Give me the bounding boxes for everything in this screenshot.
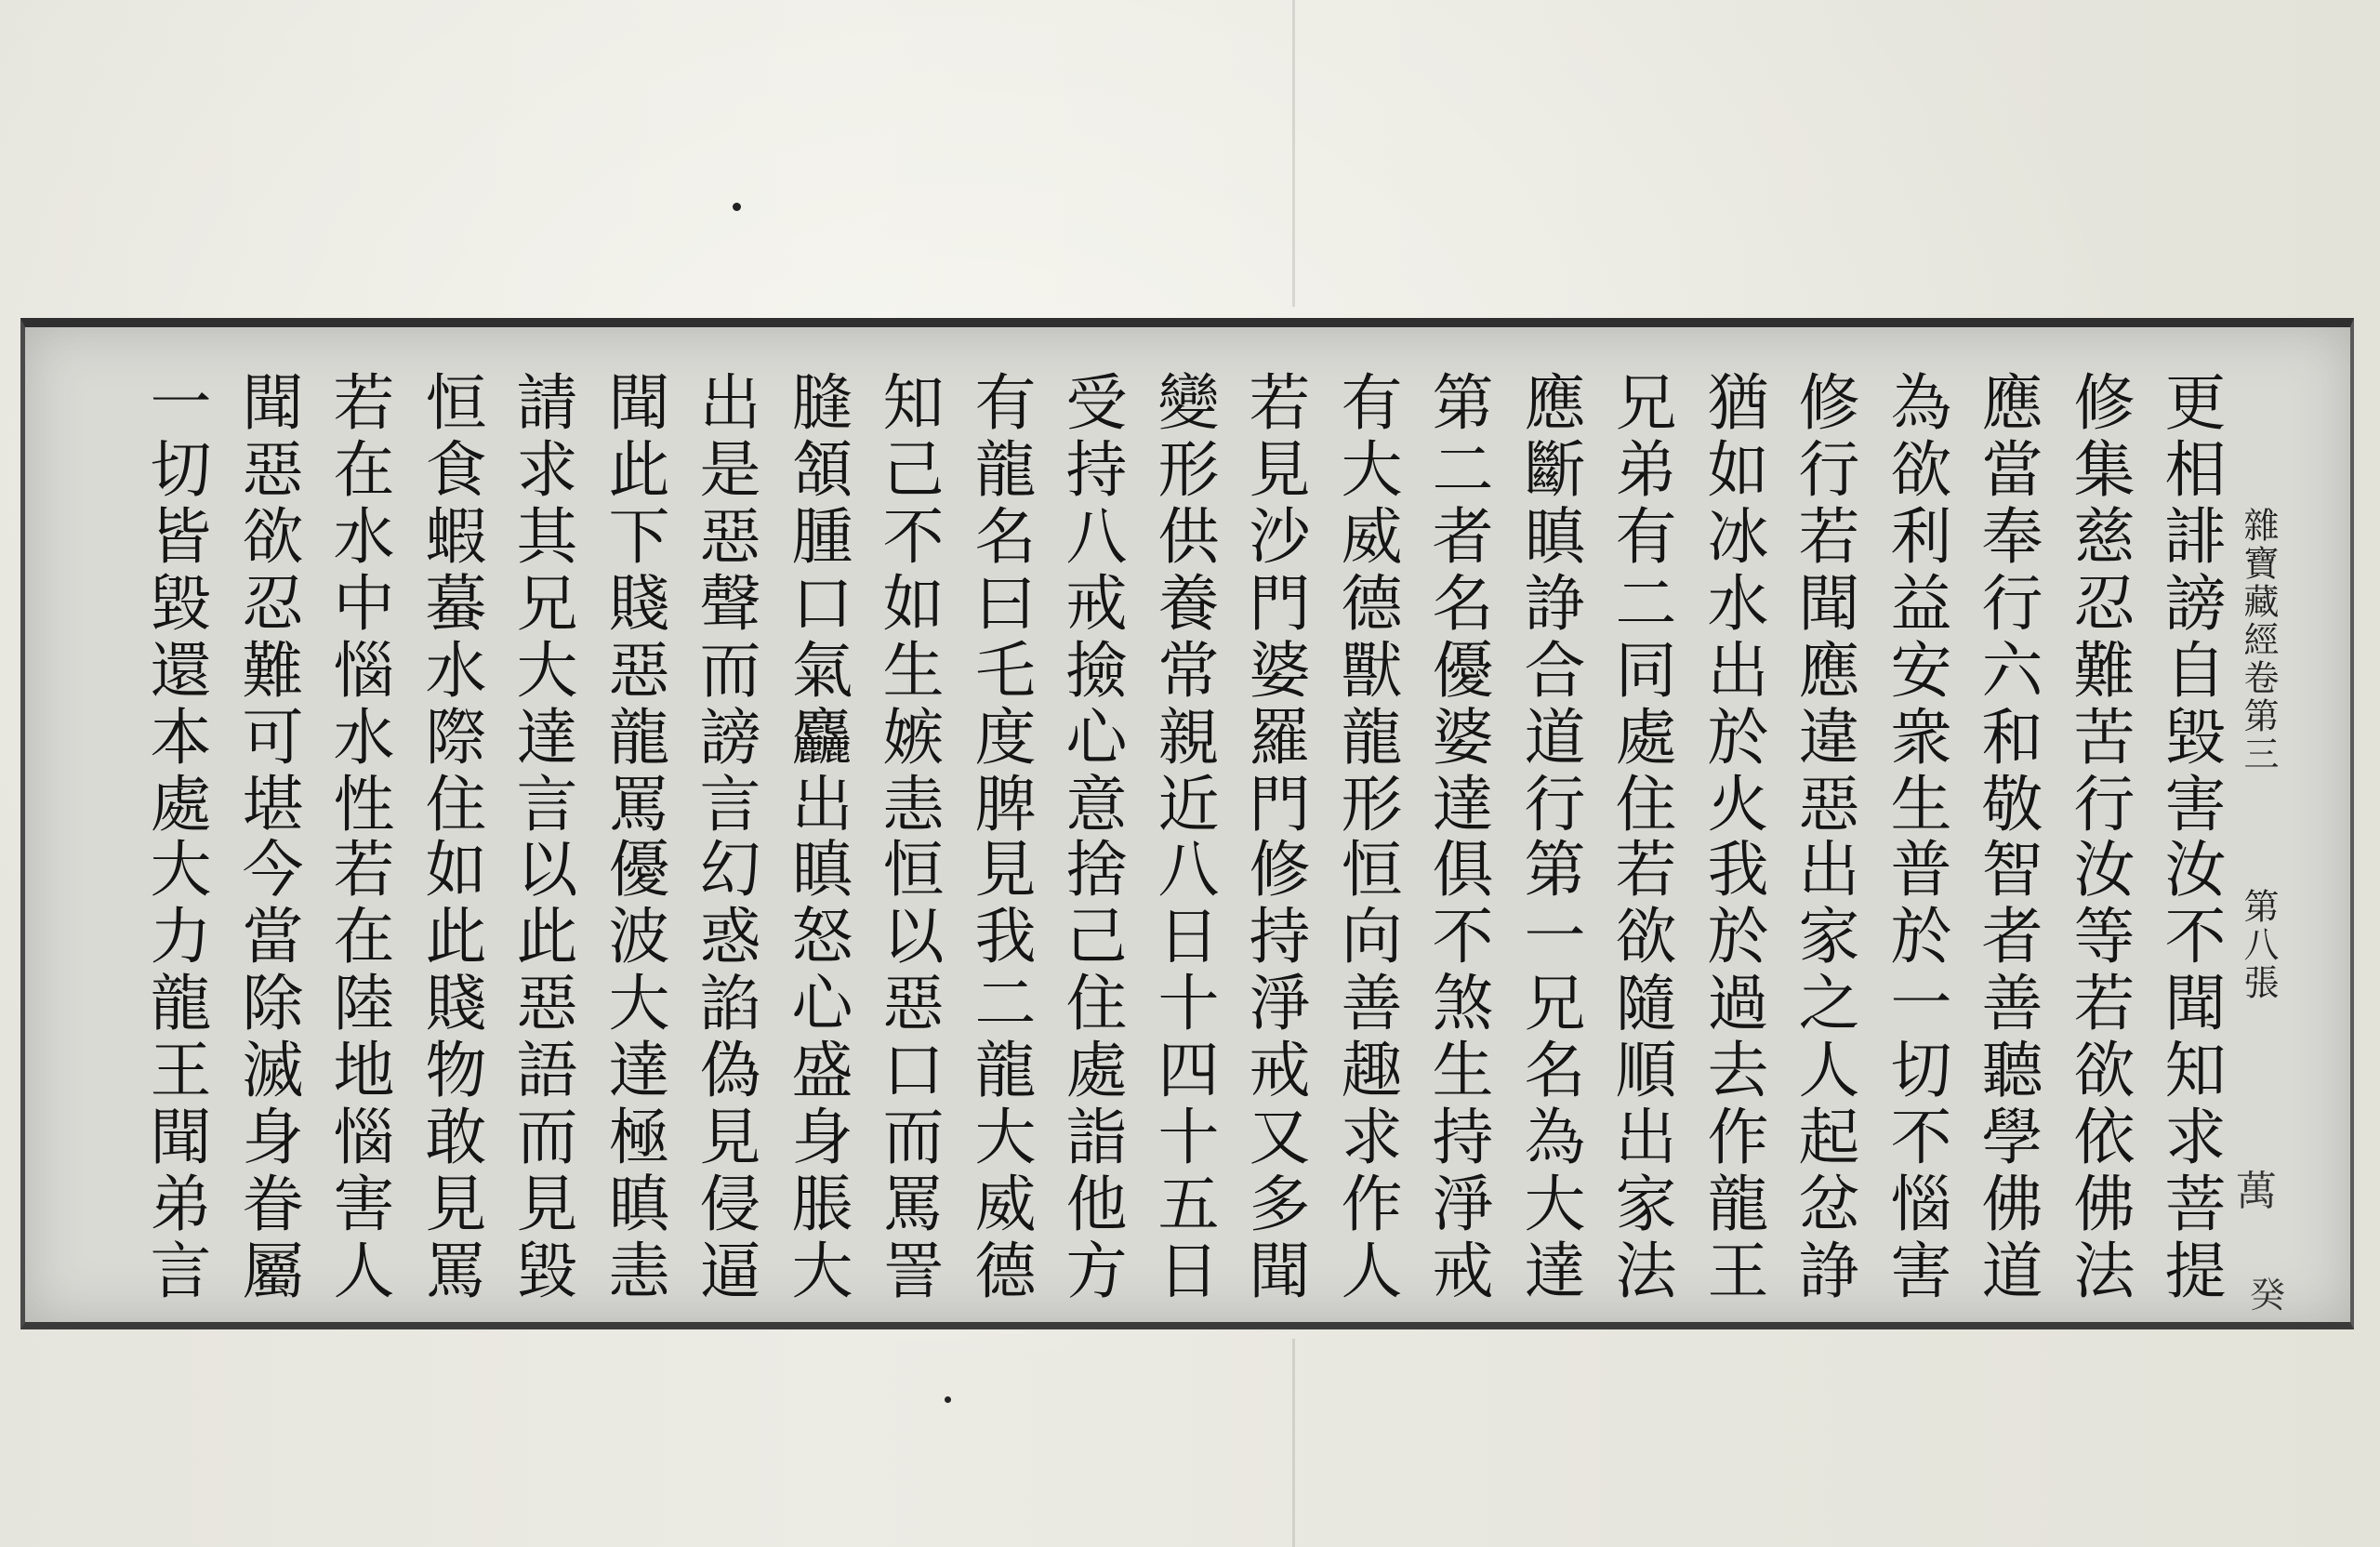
verse-column-lower: 若欲隨順出家法 <box>1605 837 1676 1305</box>
verse-column-lower: 見我二龍大威德 <box>964 837 1036 1305</box>
verse-column-upper: 知己不如生嫉恚 <box>872 370 944 839</box>
verse-column-upper: 有龍名曰乇度脾 <box>964 370 1036 839</box>
verse-column-lower: 第一兄名為大達 <box>1514 837 1585 1305</box>
verse-column-upper: 應當奉行六和敬 <box>1971 370 2043 839</box>
verse-column-lower: 智者善聽學佛道 <box>1971 837 2043 1305</box>
ink-speck <box>945 1396 951 1403</box>
verse-column-upper: 請求其兄大達言 <box>506 370 577 839</box>
margin-mark: 癸 <box>2250 1275 2286 1316</box>
verse-column-upper: 聞惡欲忍難可堪 <box>231 370 303 839</box>
verse-column-lower: 汝等若欲依佛法 <box>2063 837 2135 1305</box>
verse-column-lower: 今當除滅身眷屬 <box>231 837 303 1305</box>
verse-column-lower: 幻惑諂偽見侵逼 <box>689 837 760 1305</box>
paper-fold-line-top <box>1292 0 1295 307</box>
verse-column-lower: 八日十四十五日 <box>1147 837 1219 1305</box>
verse-column-lower: 以此惡語而見毀 <box>506 837 577 1305</box>
verse-column-upper: 聞此下賤惡龍罵 <box>598 370 669 839</box>
verse-column-upper: 兄弟有二同處住 <box>1605 370 1676 839</box>
verse-column-upper: 第二者名優婆達 <box>1421 370 1493 839</box>
verse-column-upper: 應斷瞋諍合道行 <box>1514 370 1585 839</box>
verse-column-upper: 受持八戒撿心意 <box>1055 370 1127 839</box>
verse-column-upper: 更相誹謗自毀害 <box>2154 370 2226 839</box>
verse-column-lower: 我於過去作龍王 <box>1697 837 1768 1305</box>
verse-column-upper: 若在水中惱水性 <box>323 370 394 839</box>
verse-column-upper: 修集慈忍難苦行 <box>2063 370 2135 839</box>
verse-column-lower: 恒以惡口而罵詈 <box>872 837 944 1305</box>
verse-column-lower: 普於一切不惱害 <box>1880 837 1951 1305</box>
verse-column-lower: 汝不聞知求菩提 <box>2154 837 2226 1305</box>
margin-mark: 萬 <box>2236 1168 2277 1215</box>
verse-column-upper: 有大威德獸龍形 <box>1330 370 1402 839</box>
verse-column-upper: 變形供養常親近 <box>1147 370 1219 839</box>
verse-column-lower: 優波大達極瞋恚 <box>598 837 669 1305</box>
ink-speck <box>733 203 741 211</box>
verse-column-lower: 修持淨戒又多聞 <box>1238 837 1310 1305</box>
sheet-number: 第八張 <box>2238 888 2279 1002</box>
verse-column-upper: 為欲利益安衆生 <box>1880 370 1951 839</box>
verse-column-lower: 俱不煞生持淨戒 <box>1421 837 1493 1305</box>
verse-column-lower: 恒向善趣求作人 <box>1330 837 1402 1305</box>
verse-column-upper: 出是惡聲而謗言 <box>689 370 760 839</box>
verse-column-lower: 若在陸地惱害人 <box>323 837 394 1305</box>
verse-column-upper: 膖頷腫口氣麤出 <box>781 370 853 839</box>
verse-column-lower: 瞋怒心盛身脹大 <box>781 837 853 1305</box>
verse-column-upper: 若見沙門婆羅門 <box>1238 370 1310 839</box>
verse-column-lower: 如此賤物敢見罵 <box>415 837 486 1305</box>
paper-fold-line-bottom <box>1292 1339 1295 1547</box>
verse-column-upper: 一切皆毀還本處 <box>139 370 211 839</box>
verse-column-lower: 捨己住處詣他方 <box>1055 837 1127 1305</box>
verse-column-upper: 修行若聞應違惡 <box>1788 370 1859 839</box>
verse-column-upper: 恒食蝦蟇水際住 <box>415 370 486 839</box>
verse-column-lower: 出家之人起忿諍 <box>1788 837 1859 1305</box>
margin-title: 雜寶藏經卷第三 <box>2238 507 2279 774</box>
verse-column-lower: 大力龍王聞弟言 <box>139 837 211 1305</box>
verse-column-upper: 猶如冰水出於火 <box>1697 370 1768 839</box>
